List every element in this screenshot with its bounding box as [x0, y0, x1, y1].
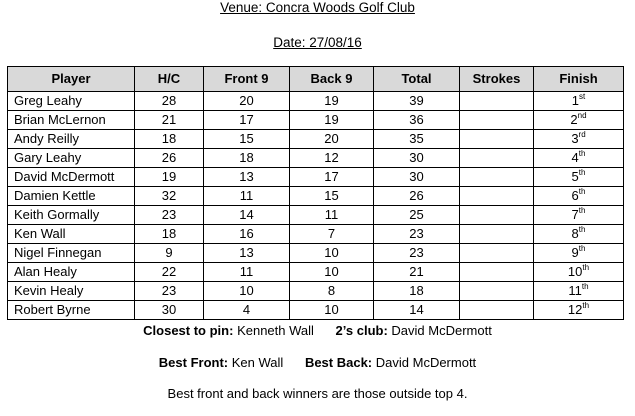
footer-note-text: Best front and back winners are those outside top 4. — [167, 386, 468, 401]
finish-cell — [534, 92, 624, 111]
best-back-label: Best Back: — [304, 355, 373, 370]
table-row — [8, 168, 624, 187]
back9-cell: 12 — [290, 149, 374, 168]
column-header-hc: H/C — [135, 67, 204, 92]
strokes-cell — [460, 130, 534, 149]
table-row — [8, 206, 624, 225]
strokes-cell — [460, 206, 534, 225]
total-cell: 30 — [374, 168, 460, 187]
finish-number: 10 — [567, 264, 583, 279]
player-cell: Greg Leahy — [8, 92, 135, 111]
table-row — [8, 149, 624, 168]
column-header-total: Total — [374, 67, 460, 92]
player-cell: Kevin Healy — [8, 282, 135, 301]
venue-text: Venue: Concra Woods Golf Club — [220, 0, 415, 15]
footer-best-front-back — [0, 355, 635, 370]
strokes-cell — [460, 282, 534, 301]
total-cell: 23 — [374, 225, 460, 244]
finish-number: 8 — [571, 226, 579, 241]
table-row — [8, 225, 624, 244]
finish-suffix: th — [578, 187, 586, 196]
table-row — [8, 282, 624, 301]
finish-cell — [534, 111, 624, 130]
back9-cell: 8 — [290, 282, 374, 301]
front9-cell: 14 — [204, 206, 290, 225]
table-header-row — [8, 67, 624, 92]
twos-club-value: David McDermott — [391, 323, 492, 338]
total-cell: 35 — [374, 130, 460, 149]
front9-cell: 10 — [204, 282, 290, 301]
player-cell: Keith Gormally — [8, 206, 135, 225]
handicap-cell: 32 — [135, 187, 204, 206]
date-heading — [0, 35, 635, 50]
front9-cell: 13 — [204, 244, 290, 263]
column-header-player: Player — [8, 67, 135, 92]
handicap-cell: 18 — [135, 130, 204, 149]
front9-cell: 17 — [204, 111, 290, 130]
strokes-cell — [460, 187, 534, 206]
finish-number: 4 — [571, 150, 579, 165]
table-row — [8, 244, 624, 263]
finish-suffix: nd — [577, 111, 587, 120]
strokes-cell — [460, 92, 534, 111]
back9-cell: 15 — [290, 187, 374, 206]
front9-cell: 11 — [204, 187, 290, 206]
closest-to-pin-label: Closest to pin: — [143, 323, 234, 338]
finish-suffix: th — [578, 168, 586, 177]
handicap-cell: 28 — [135, 92, 204, 111]
best-back-value: David McDermott — [375, 355, 477, 370]
finish-cell — [534, 149, 624, 168]
strokes-cell — [460, 168, 534, 187]
finish-number: 3 — [571, 131, 579, 146]
strokes-cell — [460, 149, 534, 168]
total-cell: 14 — [374, 301, 460, 320]
table-row — [8, 92, 624, 111]
finish-suffix: th — [582, 301, 590, 310]
total-cell: 18 — [374, 282, 460, 301]
back9-cell: 10 — [290, 301, 374, 320]
finish-suffix: st — [579, 92, 586, 101]
total-cell: 21 — [374, 263, 460, 282]
finish-suffix: th — [578, 206, 586, 215]
finish-number: 9 — [571, 245, 579, 260]
table-row — [8, 130, 624, 149]
player-cell: Andy Reilly — [8, 130, 135, 149]
front9-cell: 4 — [204, 301, 290, 320]
back9-cell: 11 — [290, 206, 374, 225]
handicap-cell: 26 — [135, 149, 204, 168]
back9-cell: 7 — [290, 225, 374, 244]
column-header-strokes: Strokes — [460, 67, 534, 92]
finish-cell — [534, 244, 624, 263]
handicap-cell: 9 — [135, 244, 204, 263]
venue-heading — [0, 0, 635, 15]
finish-cell — [534, 206, 624, 225]
back9-cell: 19 — [290, 92, 374, 111]
column-header-back9: Back 9 — [290, 67, 374, 92]
best-front-value: Ken Wall — [231, 355, 284, 370]
finish-cell — [534, 263, 624, 282]
strokes-cell — [460, 301, 534, 320]
total-cell: 23 — [374, 244, 460, 263]
strokes-cell — [460, 225, 534, 244]
front9-cell: 18 — [204, 149, 290, 168]
finish-suffix: th — [581, 282, 589, 291]
back9-cell: 10 — [290, 263, 374, 282]
total-cell: 25 — [374, 206, 460, 225]
player-cell: David McDermott — [8, 168, 135, 187]
front9-cell: 15 — [204, 130, 290, 149]
finish-number: 11 — [568, 283, 582, 298]
finish-cell — [534, 225, 624, 244]
table-body — [8, 92, 624, 320]
back9-cell: 19 — [290, 111, 374, 130]
handicap-cell: 22 — [135, 263, 204, 282]
finish-cell — [534, 187, 624, 206]
finish-suffix: th — [578, 225, 586, 234]
total-cell: 26 — [374, 187, 460, 206]
finish-number: 1 — [571, 93, 579, 108]
player-cell: Robert Byrne — [8, 301, 135, 320]
column-header-front9: Front 9 — [204, 67, 290, 92]
total-cell: 30 — [374, 149, 460, 168]
best-front-label: Best Front: — [158, 355, 229, 370]
finish-cell — [534, 130, 624, 149]
column-header-finish: Finish — [534, 67, 624, 92]
footer-note — [0, 386, 635, 401]
handicap-cell: 30 — [135, 301, 204, 320]
finish-cell — [534, 301, 624, 320]
handicap-cell: 19 — [135, 168, 204, 187]
front9-cell: 16 — [204, 225, 290, 244]
back9-cell: 10 — [290, 244, 374, 263]
total-cell: 36 — [374, 111, 460, 130]
finish-number: 12 — [567, 302, 583, 317]
finish-suffix: th — [578, 149, 586, 158]
strokes-cell — [460, 244, 534, 263]
handicap-cell: 23 — [135, 206, 204, 225]
finish-suffix: th — [578, 244, 586, 253]
handicap-cell: 21 — [135, 111, 204, 130]
finish-cell — [534, 282, 624, 301]
back9-cell: 17 — [290, 168, 374, 187]
handicap-cell: 18 — [135, 225, 204, 244]
twos-club-label: 2’s club: — [335, 323, 388, 338]
front9-cell: 13 — [204, 168, 290, 187]
finish-cell — [534, 168, 624, 187]
table-row — [8, 263, 624, 282]
table-row — [8, 111, 624, 130]
player-cell: Gary Leahy — [8, 149, 135, 168]
handicap-cell: 23 — [135, 282, 204, 301]
front9-cell: 11 — [204, 263, 290, 282]
table-row — [8, 301, 624, 320]
finish-number: 5 — [571, 169, 579, 184]
player-cell: Nigel Finnegan — [8, 244, 135, 263]
date-text: Date: 27/08/16 — [273, 35, 362, 50]
finish-number: 2 — [570, 112, 578, 127]
closest-to-pin-value: Kenneth Wall — [237, 323, 314, 338]
player-cell: Alan Healy — [8, 263, 135, 282]
back9-cell: 20 — [290, 130, 374, 149]
total-cell: 39 — [374, 92, 460, 111]
results-table — [7, 66, 624, 320]
player-cell: Damien Kettle — [8, 187, 135, 206]
table-row — [8, 187, 624, 206]
finish-suffix: rd — [578, 130, 586, 139]
finish-number: 6 — [571, 188, 579, 203]
finish-number: 7 — [571, 207, 579, 222]
strokes-cell — [460, 111, 534, 130]
footer-closest-twos — [0, 323, 635, 338]
finish-suffix: th — [582, 263, 590, 272]
front9-cell: 20 — [204, 92, 290, 111]
strokes-cell — [460, 263, 534, 282]
player-cell: Ken Wall — [8, 225, 135, 244]
player-cell: Brian McLernon — [8, 111, 135, 130]
